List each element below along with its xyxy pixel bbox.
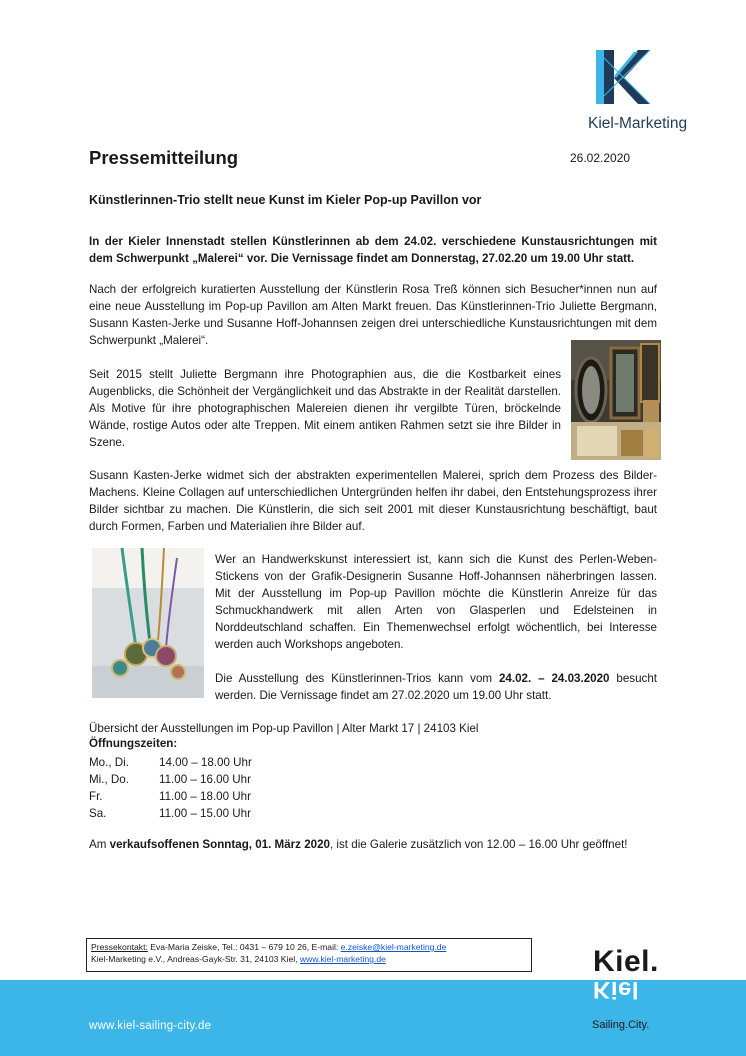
opening-hours-table bbox=[89, 754, 252, 822]
exhibition-overview: Übersicht der Ausstellungen im Pop-up Pavillon | Alter Markt 17 | 24103 Kiel bbox=[89, 722, 479, 735]
hours-days: Fr. bbox=[89, 790, 103, 803]
hours-days: Mi., Do. bbox=[89, 773, 129, 786]
lead-paragraph: In der Kieler Innenstadt stellen Künstlerinnen ab dem 24.02. verschiedene Kunstausrichtungen mit dem Schwerpunkt „Malerei“ vor. Die Vernissage findet am Donnerstag, 27.02.20 um 19.00 Uhr statt. bbox=[89, 235, 657, 265]
kiel-mirror-wordmark: Kiel bbox=[593, 976, 640, 1003]
paragraph-kasten-jerke: Susann Kasten-Jerke widmet sich der abstrakten experimentellen Malerei, sprich dem Prozess des Bilder-Machens. Kleine Collagen auf unterschiedlichen Untergründen helfen ihr dabei, den Entstehungsprozess ihrer Bilder sichtbar zu machen. Die Künstlerin, die sich seit 2001 mit dieser Kunstausrichtung beschäftigt, baut durch Formen, Farben und Materialien ihre Bilder auf. bbox=[89, 469, 657, 533]
dates-text-pre: Die Ausstellung des Künstlerinnen-Trios kann vom bbox=[215, 672, 499, 685]
hours-time: 11.00 – 16.00 Uhr bbox=[159, 773, 251, 786]
note-post: , ist die Galerie zusätzlich von 12.00 – 16.00 Uhr geöffnet! bbox=[329, 838, 628, 851]
hours-row bbox=[89, 805, 252, 822]
footer-website: www.kiel-sailing-city.de bbox=[89, 1020, 212, 1032]
gallery-frames-photo bbox=[571, 340, 661, 460]
headline: Künstlerinnen-Trio stellt neue Kunst im Kieler Pop-up Pavillon vor bbox=[89, 193, 482, 207]
contact-person: Eva-Maria Zeiske, Tel.: 0431 – 679 10 26, E-mail: bbox=[147, 942, 341, 952]
kiel-sailing-city-logo bbox=[590, 945, 680, 1045]
note-pre: Am bbox=[89, 838, 110, 851]
contact-website-link[interactable]: www.kiel-marketing.de bbox=[299, 954, 386, 964]
contact-line-1 bbox=[91, 941, 527, 953]
kiel-slogan: Sailing.City. bbox=[592, 1019, 650, 1031]
press-contact-box bbox=[86, 938, 532, 972]
hours-row bbox=[89, 771, 252, 788]
page-title: Pressemitteilung bbox=[89, 147, 239, 168]
opening-hours-label: Öffnungszeiten: bbox=[89, 737, 178, 750]
contact-line-2 bbox=[91, 953, 527, 965]
note-sunday: verkaufsoffenen Sonntag, 01. März 2020 bbox=[109, 838, 330, 851]
kiel-marketing-k-logo-icon bbox=[594, 48, 652, 106]
hours-time: 11.00 – 18.00 Uhr bbox=[159, 790, 251, 803]
contact-address: Kiel-Marketing e.V., Andreas-Gayk-Str. 31, 24103 Kiel, bbox=[91, 954, 300, 964]
hours-row bbox=[89, 788, 252, 805]
paragraph-intro: Nach der erfolgreich kuratierten Ausstellung der Künstlerin Rosa Treß können sich Besucher*innen nun auf eine neue Ausstellung im Pop-up Pavillon am Alten Markt freuen. Das Künstlerinnen-Trio Juliette Bergmann, Susann Kasten-Jerke und Susanne Hoff-Johannsen zeigen drei unterschiedliche Kunstausrichtungen mit dem Schwerpunkt „Malerei“. bbox=[89, 283, 657, 347]
paragraph-bergmann: Seit 2015 stellt Juliette Bergmann ihre Photographien aus, die die Kostbarkeit eines Augenblicks, die Schönheit der Vergänglichkeit und das Abstrakte in der Realität darstellen. Als Motive für ihre photographischen Malereien dienen ihr vergilbte Türen, bröckelnde Wände, rostige Autos oder alte Treppen. Mit einem antiken Rahmen setzt sie ihre Bilder in Szene. bbox=[89, 368, 561, 449]
beaded-jewelry-photo bbox=[92, 548, 204, 698]
hours-days: Sa. bbox=[89, 807, 107, 820]
contact-email-link[interactable]: e.zeiske@kiel-marketing.de bbox=[340, 942, 447, 952]
hours-time: 14.00 – 18.00 Uhr bbox=[159, 756, 252, 769]
dates-text-post: besucht werden. Die Vernissage findet am 27.02.2020 um 19.00 Uhr statt. bbox=[215, 672, 658, 702]
kiel-marketing-logo bbox=[588, 48, 688, 138]
kiel-wordmark: Kiel. bbox=[593, 945, 659, 978]
hours-row bbox=[89, 754, 252, 771]
paragraph-dates bbox=[215, 670, 657, 704]
logo-wordmark: Kiel-Marketing bbox=[588, 115, 688, 132]
hours-time: 11.00 – 15.00 Uhr bbox=[159, 807, 251, 820]
release-date: 26.02.2020 bbox=[570, 151, 631, 165]
exhibition-dates: 24.02. – 24.03.2020 bbox=[498, 672, 610, 685]
hours-days: Mo., Di. bbox=[89, 756, 129, 769]
contact-label: Pressekontakt: bbox=[91, 942, 148, 952]
paragraph-hoff-johannsen: Wer an Handwerkskunst interessiert ist, kann sich die Kunst des Perlen-Weben-Stickens von der Grafik-Designerin Susanne Hoff-Johannsen näherbringen lassen. Mit der Ausstellung im Pop-up Pavillon möchte die Künstlerin Anreize für das Schmuckhandwerk mit allen Arten von Glasperlen und Edelsteinen in Norddeutschland schaffen. Ein Themenwechsel erfolgt wöchentlich, bei Interesse werden auch Workshops angeboten. bbox=[215, 553, 657, 651]
sunday-opening-note bbox=[89, 838, 628, 851]
